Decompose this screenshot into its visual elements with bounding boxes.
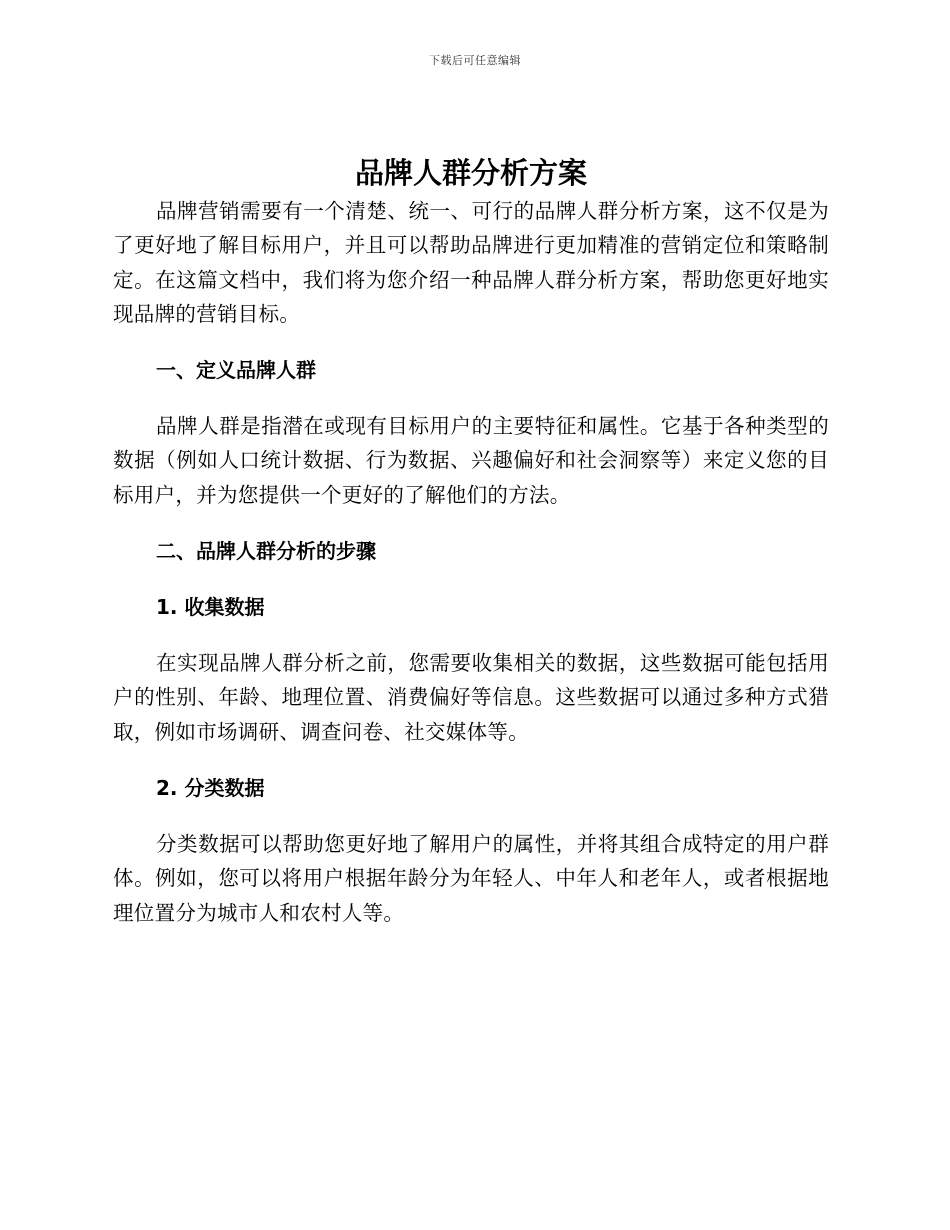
document-body (113, 152, 829, 930)
section-1-paragraph: 品牌人群是指潜在或现有目标用户的主要特征和属性。它基于各种类型的数据（例如人口统计数据、行为数据、兴趣偏好和社会洞察等）来定义您的目标用户，并为您提供一个更好的了解他们的方法。 (113, 414, 829, 507)
intro-paragraph: 品牌营销需要有一个清楚、统一、可行的品牌人群分析方案，这不仅是为了更好地了解目标用户，并且可以帮助品牌进行更加精准的营销定位和策略制定。在这篇文档中，我们将为您介绍一种品牌人群分析方案，帮助您更好地实现品牌的营销目标。 (113, 199, 829, 326)
document-title: 品牌人群分析方案 (354, 156, 587, 190)
page-header-note: 下载后可任意编辑 (429, 54, 521, 67)
section-1-heading: 一、定义品牌人群 (156, 358, 316, 383)
step-1-heading: 1. 收集数据 (156, 595, 265, 620)
step-2-heading: 2. 分类数据 (156, 775, 265, 800)
step-2-paragraph: 分类数据可以帮助您更好地了解用户的属性，并将其组合成特定的用户群体。例如，您可以将用户根据年龄分为年轻人、中年人和老年人，或者根据地理位置分为城市人和农村人等。 (113, 831, 829, 925)
step-1-paragraph: 在实现品牌人群分析之前，您需要收集相关的数据，这些数据可能包括用户的性别、年龄、地理位置、消费偏好等信息。这些数据可以通过多种方式猎取，例如市场调研、调查问卷、社交媒体等。 (113, 651, 829, 744)
section-2-heading: 二、品牌人群分析的步骤 (156, 539, 376, 564)
